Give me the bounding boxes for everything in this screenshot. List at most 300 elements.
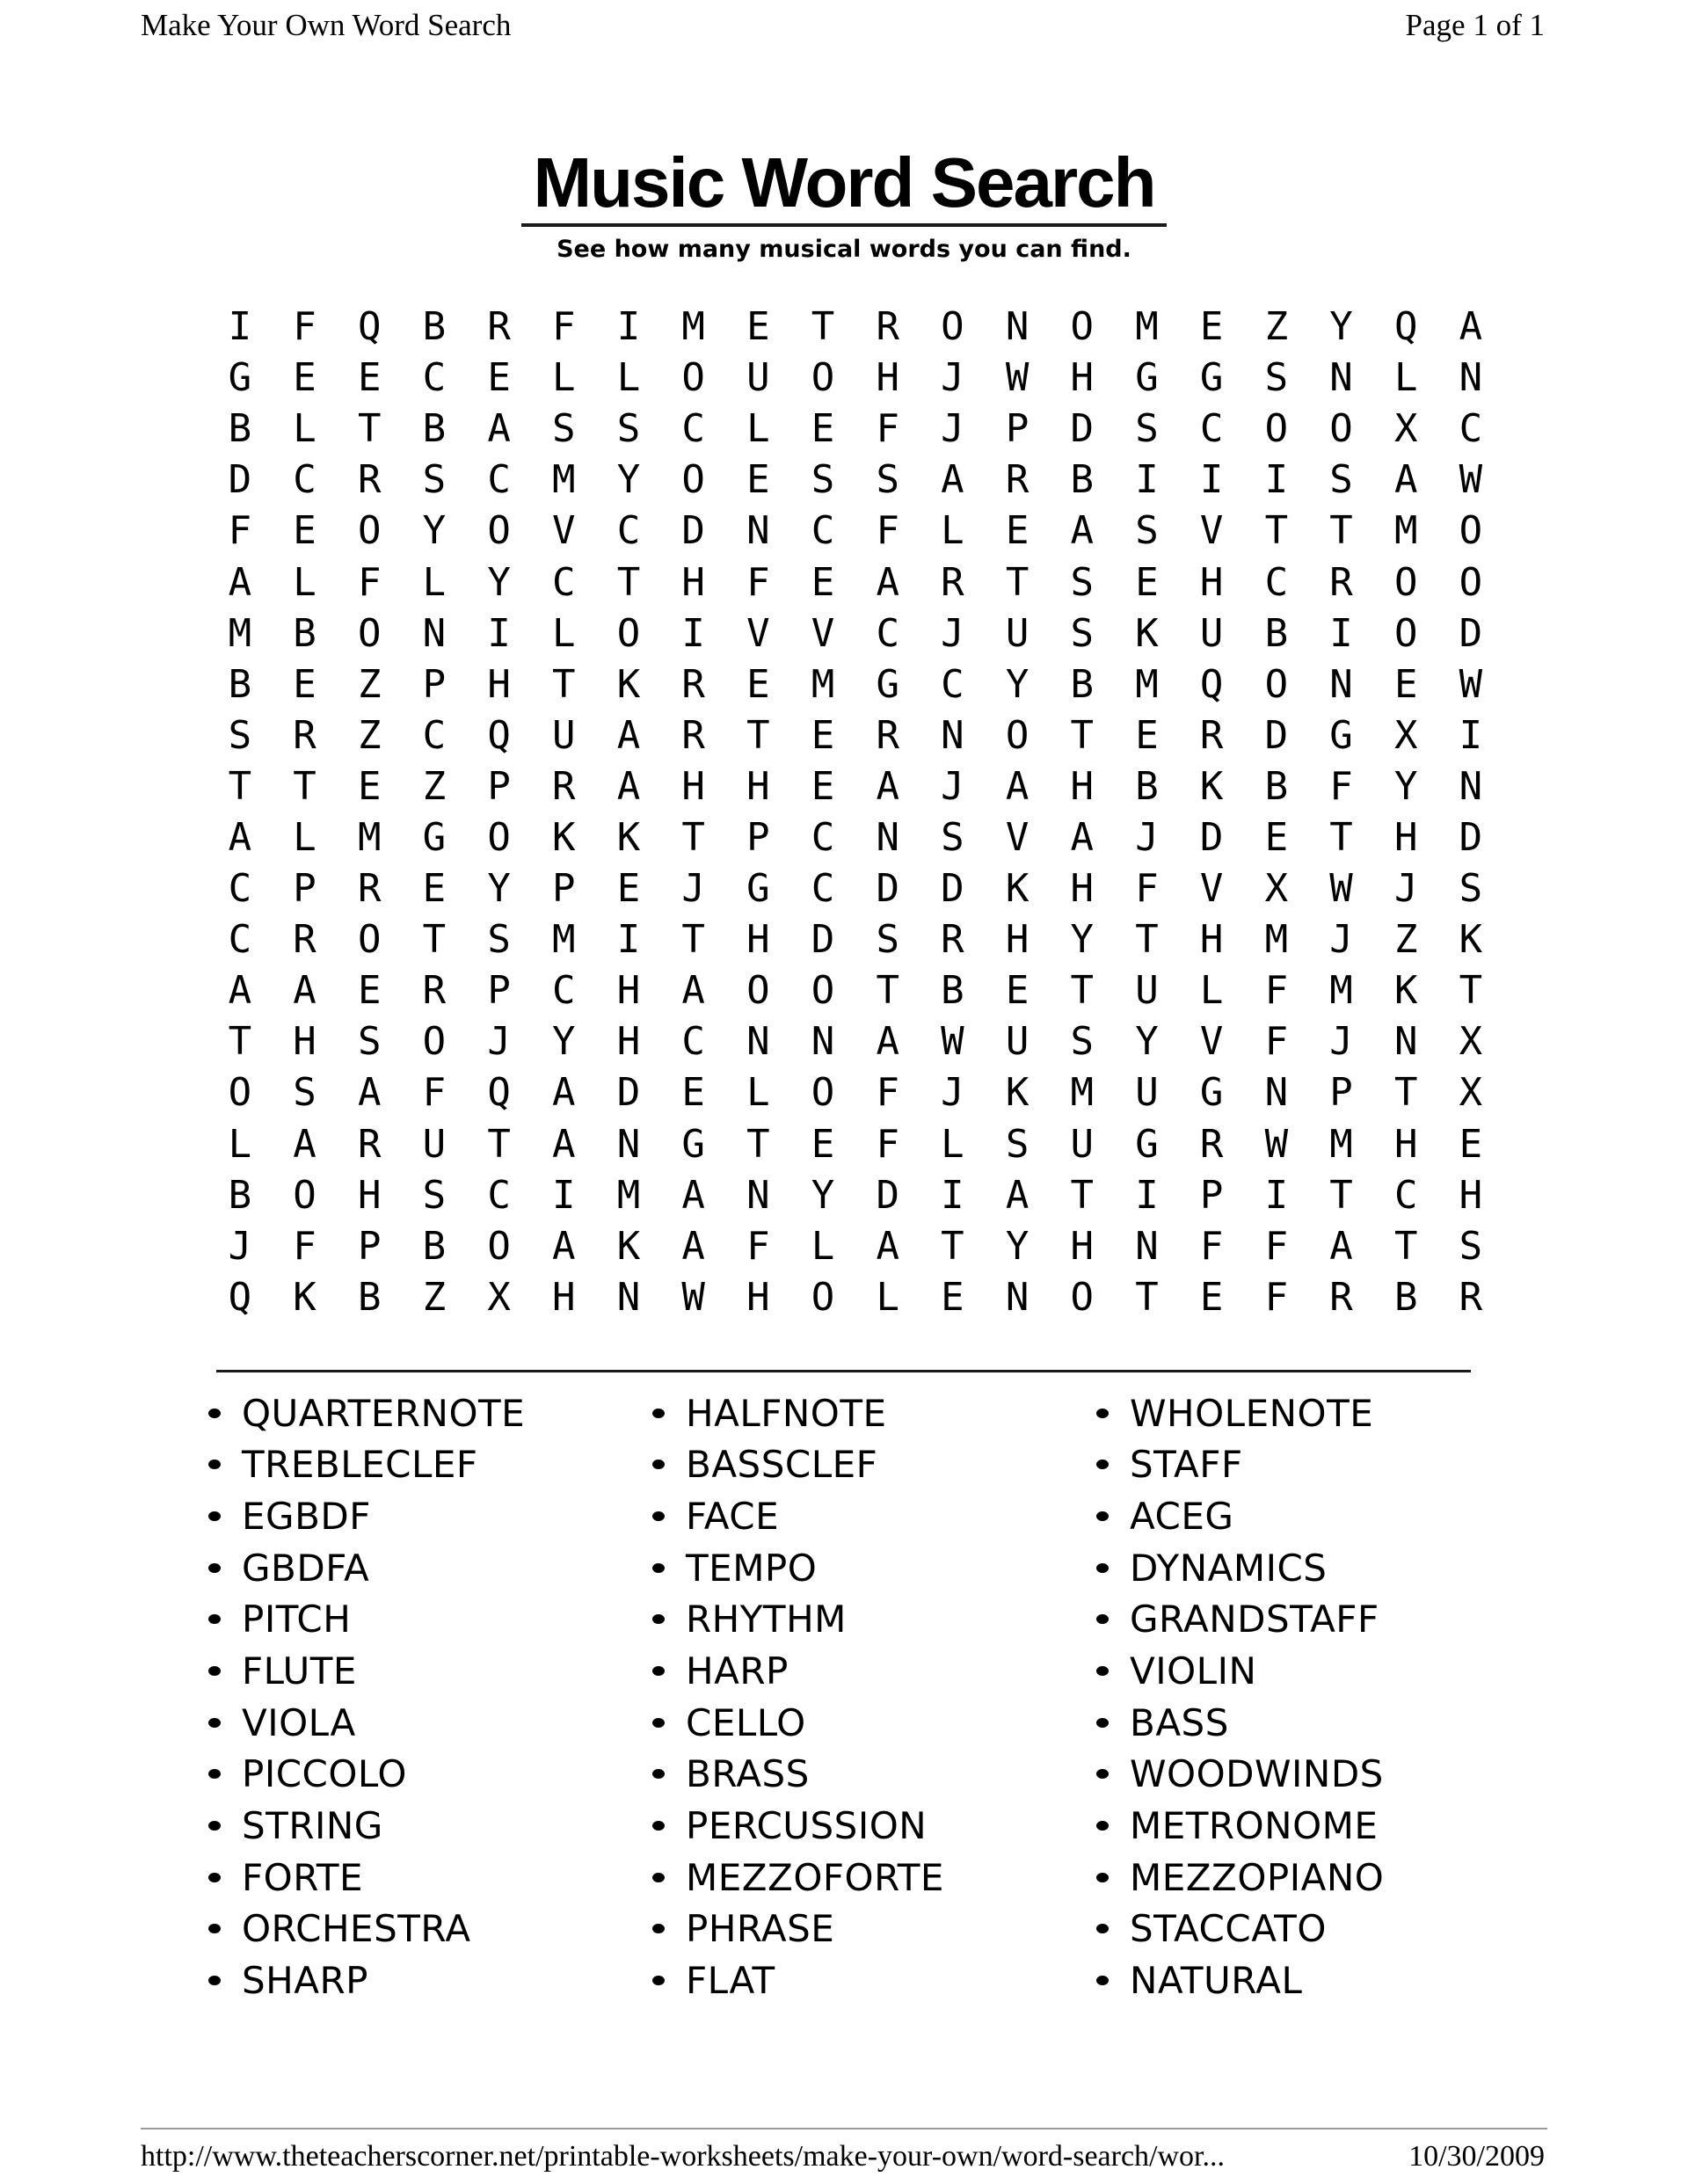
grid-cell: A — [681, 968, 705, 1014]
grid-cell: S — [1264, 355, 1289, 401]
grid-cell: H — [1199, 559, 1224, 605]
bullet-icon — [208, 1460, 221, 1469]
grid-cell: C — [681, 1019, 705, 1065]
grid-cell: U — [1199, 610, 1224, 656]
grid-cell: J — [487, 1019, 511, 1065]
grid-cell: M — [1264, 917, 1289, 963]
grid-cell: S — [1070, 610, 1095, 656]
grid-cell: H — [616, 968, 641, 1014]
grid-cell: X — [1459, 1019, 1483, 1065]
title-block — [0, 143, 1688, 263]
grid-cell: I — [681, 610, 705, 656]
grid-cell: N — [1005, 304, 1030, 350]
footer-rule — [141, 2128, 1547, 2129]
grid-cell: T — [811, 304, 835, 350]
word-list-item — [1096, 1594, 1384, 1646]
grid-cell: F — [1264, 1274, 1289, 1320]
grid-cell: H — [1199, 917, 1224, 963]
grid-cell: I — [487, 610, 511, 656]
grid-cell: S — [552, 406, 576, 452]
word-list-item — [652, 1490, 944, 1542]
grid-cell: O — [681, 457, 705, 503]
grid-cell: R — [422, 968, 447, 1014]
grid-cell: S — [422, 1172, 447, 1218]
grid-cell: L — [941, 508, 964, 554]
grid-cell: M — [1329, 968, 1353, 1014]
grid-cell: A — [293, 1121, 316, 1167]
header-document-title: Make Your Own Word Search — [141, 8, 512, 42]
grid-cell: V — [1199, 866, 1224, 912]
grid-cell: Q — [1393, 304, 1418, 350]
word-text: PICCOLO — [242, 1752, 407, 1796]
grid-cell: I — [552, 1172, 576, 1218]
grid-cell: J — [1393, 866, 1418, 912]
bullet-icon — [208, 1924, 221, 1933]
grid-cell: H — [293, 1019, 316, 1065]
bullet-icon — [208, 1873, 221, 1882]
grid-cell: B — [1393, 1274, 1418, 1320]
grid-cell: J — [941, 763, 964, 809]
word-text: WOODWINDS — [1130, 1752, 1384, 1796]
grid-cell: C — [681, 406, 705, 452]
grid-cell: T — [681, 917, 705, 963]
grid-cell: P — [293, 866, 316, 912]
grid-cell: S — [876, 917, 899, 963]
bullet-icon — [1096, 1718, 1109, 1728]
grid-cell: W — [1459, 457, 1483, 503]
grid-cell: T — [1070, 712, 1095, 758]
grid-cell: X — [1393, 406, 1418, 452]
grid-cell: E — [487, 355, 511, 401]
grid-cell: A — [616, 712, 641, 758]
word-text: GRANDSTAFF — [1130, 1598, 1379, 1642]
grid-cell: E — [1199, 304, 1224, 350]
grid-cell: V — [746, 610, 770, 656]
grid-cell: R — [876, 712, 899, 758]
grid-cell: R — [357, 1121, 382, 1167]
grid-cell: E — [293, 355, 316, 401]
footer-url: http://www.theteacherscorner.net/printable-worksheets/make-your-own/word-search/wor... — [141, 2140, 1225, 2173]
grid-cell: O — [1070, 304, 1095, 350]
grid-cell: T — [1135, 1274, 1159, 1320]
grid-cell: C — [941, 661, 964, 707]
word-list-item — [652, 1542, 944, 1594]
word-text: STAFF — [1130, 1443, 1243, 1487]
grid-cell: U — [1005, 610, 1030, 656]
grid-cell: N — [616, 1274, 641, 1320]
grid-cell: F — [876, 508, 899, 554]
grid-cell: H — [746, 1274, 770, 1320]
word-list-item — [652, 1594, 944, 1646]
grid-cell: Y — [1070, 917, 1095, 963]
grid-cell: C — [228, 917, 252, 963]
grid-cell: B — [422, 406, 447, 452]
grid-cell: S — [1070, 1019, 1095, 1065]
grid-cell: A — [228, 559, 252, 605]
grid-cell: I — [941, 1172, 964, 1218]
grid-cell: G — [681, 1121, 705, 1167]
grid-cell: H — [552, 1274, 576, 1320]
grid-cell: S — [616, 406, 641, 452]
grid-cell: H — [357, 1172, 382, 1218]
grid-cell: G — [422, 814, 447, 860]
grid-cell: J — [941, 355, 964, 401]
grid-cell: D — [1459, 814, 1483, 860]
grid-cell: J — [1135, 814, 1159, 860]
bullet-icon — [652, 1976, 665, 1985]
grid-cell: F — [1264, 968, 1289, 1014]
word-text: EGBDF — [242, 1495, 371, 1539]
grid-cell: B — [1264, 610, 1289, 656]
grid-cell: M — [228, 610, 252, 656]
grid-cell: T — [1135, 917, 1159, 963]
bullet-icon — [652, 1460, 665, 1469]
grid-cell: P — [552, 866, 576, 912]
grid-cell: D — [228, 457, 252, 503]
word-list-item — [208, 1387, 525, 1439]
word-text: NATURAL — [1130, 1959, 1303, 2003]
grid-cell: A — [1393, 457, 1418, 503]
grid-cell: A — [357, 1070, 382, 1116]
grid-cell: O — [1264, 661, 1289, 707]
grid-cell: L — [293, 559, 316, 605]
word-list-item — [1096, 1955, 1384, 2006]
grid-cell: W — [1264, 1121, 1289, 1167]
grid-cell: O — [746, 968, 770, 1014]
grid-cell: U — [1135, 968, 1159, 1014]
word-text: METRONOME — [1130, 1804, 1379, 1848]
grid-cell: E — [941, 1274, 964, 1320]
grid-cell: Q — [487, 1070, 511, 1116]
word-text: RHYTHM — [686, 1598, 847, 1642]
grid-cell: M — [552, 457, 576, 503]
grid-cell: F — [1264, 1223, 1289, 1269]
grid-cell: T — [1264, 508, 1289, 554]
grid-cell: A — [228, 968, 252, 1014]
grid-cell: K — [1005, 1070, 1030, 1116]
grid-cell: E — [357, 763, 382, 809]
grid-cell: Y — [487, 559, 511, 605]
grid-cell: R — [1329, 559, 1353, 605]
grid-cell: W — [1459, 661, 1483, 707]
grid-cell: J — [941, 1070, 964, 1116]
word-text: MEZZOFORTE — [686, 1855, 944, 1899]
grid-cell: S — [487, 917, 511, 963]
grid-cell: Q — [1199, 661, 1224, 707]
grid-cell: H — [1070, 763, 1095, 809]
bullet-icon — [208, 1563, 221, 1573]
header-page-number: Page 1 of 1 — [1405, 8, 1545, 42]
grid-cell: Q — [357, 304, 382, 350]
grid-cell: G — [228, 355, 252, 401]
grid-cell: H — [1070, 1223, 1095, 1269]
grid-cell: I — [1135, 1172, 1159, 1218]
word-text: SHARP — [242, 1959, 368, 2003]
grid-cell: E — [681, 1070, 705, 1116]
bullet-icon — [652, 1614, 665, 1624]
grid-cell: F — [293, 1223, 316, 1269]
grid-cell: C — [1459, 406, 1483, 452]
grid-cell: I — [1199, 457, 1224, 503]
grid-cell: C — [422, 355, 447, 401]
word-text: TEMPO — [686, 1546, 818, 1590]
grid-cell: B — [357, 1274, 382, 1320]
word-list-item — [208, 1800, 525, 1852]
grid-cell: P — [1199, 1172, 1224, 1218]
bullet-icon — [208, 1614, 221, 1624]
word-list-item — [652, 1800, 944, 1852]
word-list-item — [1096, 1749, 1384, 1801]
grid-cell: W — [1005, 355, 1030, 401]
grid-cell: Y — [487, 866, 511, 912]
grid-cell: F — [228, 508, 252, 554]
grid-cell: K — [1393, 968, 1418, 1014]
grid-cell: P — [422, 661, 447, 707]
grid-cell: F — [1199, 1223, 1224, 1269]
grid-cell: B — [293, 610, 316, 656]
word-text: VIOLIN — [1130, 1649, 1257, 1693]
grid-cell: T — [1393, 1223, 1418, 1269]
grid-cell: H — [681, 763, 705, 809]
grid-cell: O — [1264, 406, 1289, 452]
bullet-icon — [1096, 1924, 1109, 1933]
grid-cell: O — [616, 610, 641, 656]
grid-cell: S — [811, 457, 835, 503]
grid-cell: E — [422, 866, 447, 912]
grid-cell: L — [422, 559, 447, 605]
bullet-icon — [652, 1873, 665, 1882]
word-text: BASS — [1130, 1700, 1229, 1744]
word-list-item — [1096, 1490, 1384, 1542]
grid-cell: T — [1329, 814, 1353, 860]
grid-cell: G — [876, 661, 899, 707]
grid-cell: R — [1459, 1274, 1483, 1320]
grid-cell: O — [357, 508, 382, 554]
grid-cell: E — [293, 508, 316, 554]
grid-cell: O — [1070, 1274, 1095, 1320]
grid-cell: C — [876, 610, 899, 656]
word-list-divider — [216, 1370, 1471, 1372]
grid-cell: I — [616, 304, 641, 350]
grid-cell: R — [876, 304, 899, 350]
word-list-item — [208, 1749, 525, 1801]
word-text: BASSCLEF — [686, 1443, 878, 1487]
grid-cell: E — [1459, 1121, 1483, 1167]
grid-cell: Y — [1329, 304, 1353, 350]
grid-cell: N — [422, 610, 447, 656]
word-list-item — [208, 1852, 525, 1904]
grid-cell: Z — [357, 712, 382, 758]
grid-cell: H — [1393, 1121, 1418, 1167]
grid-cell: S — [357, 1019, 382, 1065]
grid-cell: L — [616, 355, 641, 401]
grid-cell: T — [746, 1121, 770, 1167]
word-list-item — [652, 1439, 944, 1491]
grid-cell: O — [293, 1172, 316, 1218]
grid-cell: Z — [422, 1274, 447, 1320]
grid-cell: H — [487, 661, 511, 707]
grid-cell: N — [811, 1019, 835, 1065]
grid-cell: Y — [616, 457, 641, 503]
grid-cell: R — [552, 763, 576, 809]
grid-cell: O — [357, 917, 382, 963]
grid-cell: N — [746, 1019, 770, 1065]
grid-cell: I — [228, 304, 252, 350]
word-list-item — [652, 1955, 944, 2006]
bullet-icon — [652, 1924, 665, 1933]
word-text: FLAT — [686, 1959, 775, 2003]
grid-cell: A — [552, 1121, 576, 1167]
bullet-icon — [208, 1409, 221, 1418]
grid-cell: Y — [1393, 763, 1418, 809]
bullet-icon — [652, 1769, 665, 1779]
grid-cell: F — [422, 1070, 447, 1116]
grid-cell: T — [422, 917, 447, 963]
word-list-item — [1096, 1800, 1384, 1852]
grid-cell: K — [616, 1223, 641, 1269]
grid-cell: Y — [811, 1172, 835, 1218]
grid-cell: Z — [357, 661, 382, 707]
bullet-icon — [1096, 1769, 1109, 1779]
word-text: WHOLENOTE — [1130, 1391, 1374, 1435]
grid-cell: M — [811, 661, 835, 707]
grid-cell: B — [1070, 457, 1095, 503]
grid-cell: H — [876, 355, 899, 401]
grid-cell: K — [293, 1274, 316, 1320]
grid-cell: J — [1329, 1019, 1353, 1065]
letter-grid — [207, 302, 1503, 1323]
grid-cell: A — [681, 1223, 705, 1269]
grid-cell: N — [1393, 1019, 1418, 1065]
grid-cell: A — [876, 763, 899, 809]
grid-cell: E — [811, 406, 835, 452]
grid-cell: H — [1393, 814, 1418, 860]
grid-cell: A — [487, 406, 511, 452]
grid-cell: T — [228, 763, 252, 809]
grid-cell: T — [1459, 968, 1483, 1014]
grid-cell: G — [1199, 355, 1224, 401]
word-text: TREBLECLEF — [242, 1443, 478, 1487]
bullet-icon — [652, 1821, 665, 1831]
grid-cell: M — [357, 814, 382, 860]
grid-cell: D — [876, 866, 899, 912]
grid-cell: R — [1199, 1121, 1224, 1167]
grid-cell: M — [681, 304, 705, 350]
grid-cell: O — [487, 814, 511, 860]
word-text: QUARTERNOTE — [242, 1391, 526, 1435]
grid-cell: L — [293, 406, 316, 452]
grid-cell: F — [876, 406, 899, 452]
grid-cell: B — [228, 1172, 252, 1218]
grid-cell: O — [1393, 559, 1418, 605]
grid-cell: M — [616, 1172, 641, 1218]
grid-cell: U — [1135, 1070, 1159, 1116]
grid-cell: K — [616, 661, 641, 707]
grid-cell: L — [746, 406, 770, 452]
grid-cell: V — [1199, 1019, 1224, 1065]
grid-cell: I — [616, 917, 641, 963]
word-list-item — [208, 1490, 525, 1542]
grid-cell: H — [1459, 1172, 1483, 1218]
word-list-item — [652, 1645, 944, 1697]
grid-cell: I — [1264, 1172, 1289, 1218]
grid-cell: R — [1329, 1274, 1353, 1320]
grid-cell: O — [811, 1070, 835, 1116]
grid-cell: N — [1329, 355, 1353, 401]
grid-cell: N — [941, 712, 964, 758]
grid-cell: E — [811, 712, 835, 758]
word-list-item — [208, 1439, 525, 1491]
word-text: HALFNOTE — [686, 1391, 887, 1435]
grid-cell: D — [811, 917, 835, 963]
grid-cell: T — [293, 763, 316, 809]
page-subtitle: See how many musical words you can find. — [557, 236, 1131, 263]
grid-cell: L — [552, 355, 576, 401]
grid-cell: N — [1135, 1223, 1159, 1269]
grid-cell: G — [1329, 712, 1353, 758]
grid-cell: N — [616, 1121, 641, 1167]
grid-cell: R — [357, 866, 382, 912]
grid-cell: H — [1070, 355, 1095, 401]
word-list-item — [208, 1542, 525, 1594]
grid-cell: E — [1135, 559, 1159, 605]
grid-cell: H — [681, 559, 705, 605]
grid-cell: O — [422, 1019, 447, 1065]
grid-cell: P — [1329, 1070, 1353, 1116]
grid-cell: N — [876, 814, 899, 860]
grid-cell: C — [552, 968, 576, 1014]
grid-cell: T — [228, 1019, 252, 1065]
grid-cell: Y — [1005, 661, 1030, 707]
grid-cell: M — [1070, 1070, 1095, 1116]
word-text: PITCH — [242, 1598, 352, 1642]
grid-cell: V — [1199, 508, 1224, 554]
grid-cell: A — [1070, 508, 1095, 554]
bullet-icon — [1096, 1821, 1109, 1831]
word-text: DYNAMICS — [1130, 1546, 1328, 1590]
grid-cell: E — [293, 661, 316, 707]
grid-cell: O — [1329, 406, 1353, 452]
word-text: BRASS — [686, 1752, 810, 1796]
grid-cell: F — [1135, 866, 1159, 912]
bullet-icon — [208, 1511, 221, 1521]
grid-cell: Q — [487, 712, 511, 758]
grid-cell: A — [1005, 1172, 1030, 1218]
grid-cell: S — [1135, 508, 1159, 554]
grid-cell: S — [1329, 457, 1353, 503]
grid-cell: N — [1264, 1070, 1289, 1116]
print-footer — [141, 2140, 1545, 2173]
grid-cell: R — [293, 917, 316, 963]
grid-cell: G — [746, 866, 770, 912]
grid-cell: F — [876, 1121, 899, 1167]
grid-cell: U — [1070, 1121, 1095, 1167]
grid-cell: O — [1459, 508, 1483, 554]
grid-cell: U — [552, 712, 576, 758]
grid-cell: S — [941, 814, 964, 860]
bullet-icon — [208, 1976, 221, 1985]
grid-cell: T — [1070, 1172, 1095, 1218]
word-list-item — [208, 1955, 525, 2006]
grid-cell: A — [681, 1172, 705, 1218]
bullet-icon — [652, 1666, 665, 1676]
bullet-icon — [1096, 1614, 1109, 1624]
grid-cell: E — [616, 866, 641, 912]
grid-cell: S — [1135, 406, 1159, 452]
grid-cell: O — [811, 968, 835, 1014]
grid-cell: T — [357, 406, 382, 452]
bullet-icon — [652, 1718, 665, 1728]
